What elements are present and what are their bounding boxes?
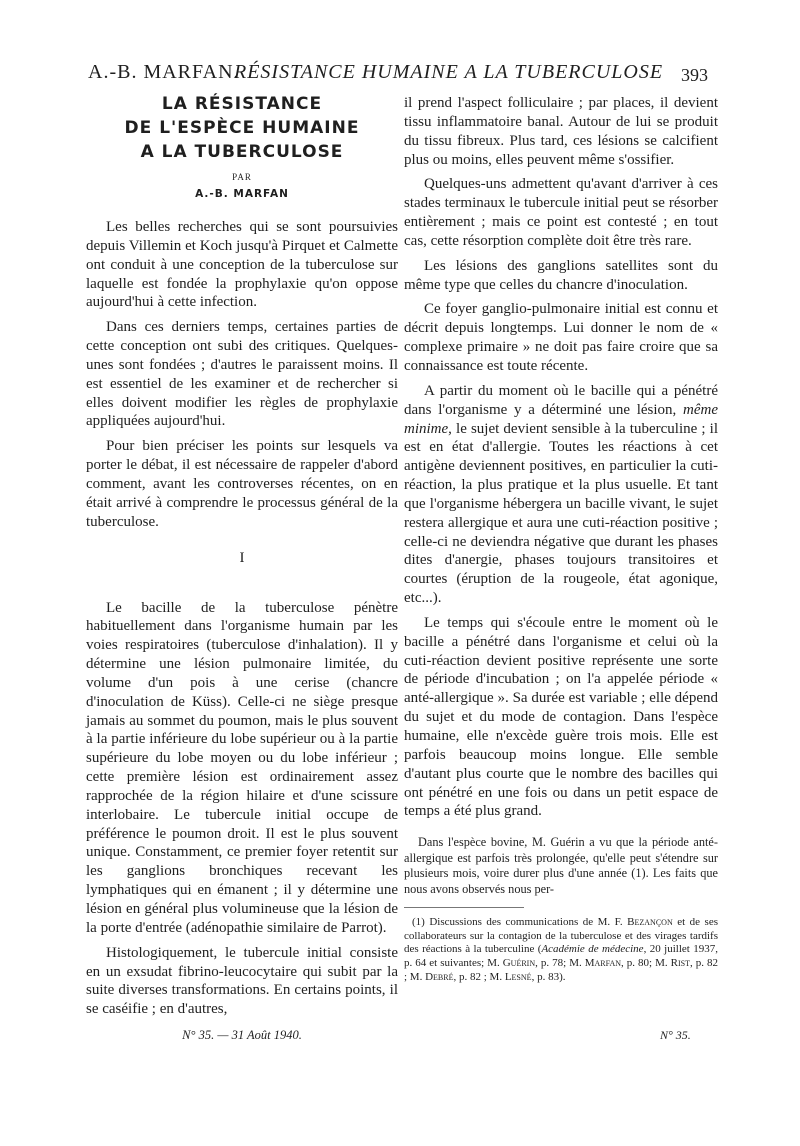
article-title-line: DE L'ESPÈCE HUMAINE <box>124 118 360 138</box>
body-paragraph: il prend l'aspect folliculaire ; par places, il devient tissu inflammatoire banal. Autour de lui se produit du tissu fibreux. Plus tard, ces lésions se calcifient plus ou moins, elles peuvent même s'ossifier. <box>404 95 718 168</box>
intro-paragraph: Dans ces derniers temps, certaines parties de cette conception ont subi des critiques. Quelques-unes sont fondées ; d'autres le paraissent moins. Il est essentiel de les examiner et de rechercher si elles doivent modifier les règles de prophylaxie appliquées aujourd'hui. <box>86 319 398 430</box>
allergy-text-before: A partir du moment où le bacille qui a pénétré dans l'organisme y a déterminé une lésion, <box>404 382 718 418</box>
byline: A.-B. MARFAN <box>195 188 289 200</box>
allergy-paragraph <box>404 382 718 608</box>
footnote-text: et de ses collaborateurs sur la contagion de la tuberculose et des virages tardifs des réactions à la tuberculine ( <box>404 916 718 956</box>
intro-paragraph: Les belles recherches qui se sont poursuivies depuis Villemin et Koch jusqu'à Pirquet et Calmette ont conduit à une conception de la tuberculose sur laquelle est fondée la prophylaxie qu'on oppose aujourd'hui à cette infection. <box>86 219 398 311</box>
allergy-emphasis: même minime <box>404 401 718 437</box>
article-title <box>86 92 398 164</box>
body-paragraph: Les lésions des ganglions satellites sont du même type que celles du chancre d'inoculation. <box>404 257 718 293</box>
intro-paragraph: Pour bien préciser les points sur lesquels va porter le débat, il est nécessaire de rappeler d'abord comment, avant les controverses récentes, on en était arrivé à comprendre le processus général de la tuberculose. <box>86 438 398 530</box>
footnote-text: (1) Discussions des communications de M. F. <box>412 916 628 929</box>
left-column <box>86 92 398 1025</box>
incubation-paragraph: Le temps qui s'écoule entre le moment où le bacille a pénétré dans l'organisme et celui où la cuti-réaction devient positive représente une sorte de période d'incubation ; on l'a appelée période « anté-allergique ». Sa durée est variable ; elle dépend du sujet et du mode de contagion. Dans l'espèce humaine, elle n'excède guère trois mois. Elle est parfois beaucoup moins longue. Elle semble d'autant plus courte que le nombre des bacilles qui ont pénétré en une fois ou dans un petit espace de temps a été plus grand. <box>404 614 718 820</box>
footnote-text: , p. 82 ; M. <box>404 957 719 983</box>
page-number: 393 <box>681 65 708 85</box>
body-paragraph: Histologiquement, le tubercule initial consiste en un exsudat fibrino-leucocytaire qui subit par la suite diverses transformations. En certains points, il se caséifie ; en d'autres, <box>86 944 398 1018</box>
running-head-title: RÉSISTANCE HUMAINE A LA TUBERCULOSE <box>234 61 664 83</box>
small-print-paragraph: Dans l'espèce bovine, M. Guérin a vu que la période anté-allergique est parfois très prolongée, qu'elle peut s'étendre sur plusieurs mois, voire durer plus d'une année (1). Les faits que nous avons observés nous per- <box>404 835 718 896</box>
running-head-author: A.-B. MARFAN. <box>88 61 240 83</box>
footnote-text: , p. 83). <box>531 970 566 983</box>
body-paragraph: Ce foyer ganglio-pulmonaire initial est connu et décrit depuis longtemps. Lui donner le nom de « complexe primaire » ne doit pas faire croire que sa connaissance est toute récente. <box>404 301 718 374</box>
footnote-author: Debré <box>425 970 454 983</box>
footnote-text: , p. 82 ; M. <box>453 970 505 983</box>
footnote-author: Bezançon <box>627 916 673 929</box>
article-title-line: A LA TUBERCULOSE <box>140 142 344 162</box>
footnote-author: Lesné <box>504 970 532 983</box>
footnote-text: , 20 juillet 1937, p. 64 et suivantes; M. <box>404 943 718 969</box>
footnote-author: Rist <box>670 957 690 969</box>
footnote-author: Marfan <box>584 957 622 969</box>
footnote-text: , p. 80; M. <box>621 957 671 969</box>
article-title-line: LA RÉSISTANCE <box>161 94 323 114</box>
footnote-text: , p. 78; M. <box>535 957 585 969</box>
right-column <box>404 94 718 984</box>
issue-number-footer: N° 35. <box>660 1028 691 1042</box>
par-label: PAR <box>232 172 252 182</box>
footnote-journal: Académie de médecine <box>541 943 644 956</box>
footnote-author: Guérin <box>502 957 536 969</box>
footnote <box>404 916 718 984</box>
footnote-rule <box>404 907 524 908</box>
section-number: I <box>239 549 245 566</box>
issue-footer: N° 35. — 31 Août 1940. <box>182 1028 302 1042</box>
body-paragraph: Quelques-uns admettent qu'avant d'arriver à ces stades terminaux le tubercule initial peut se résorber entièrement ; mais ce point est contesté ; en tout cas, cette résorption complète doit être très rare. <box>404 176 718 249</box>
body-paragraph: Le bacille de la tuberculose pénètre habituellement dans l'organisme humain par les voies respiratoires (tuberculose d'inhalation). Il y détermine une lésion pulmonaire limitée, du volume d'un pois à une cerise (chancre d'inoculation de Küss). Celle-ci ne siège presque jamais au sommet du poumon, mais le plus souvent à la partie inférieure du lobe supérieur ou à la partie supérieure du lobe moyen ou du lobe inférieur ; cette première lésion est ordinairement assez rapprochée de la région hilaire et d'une scissure interlobaire. Le tubercule initial occupe de préférence le poumon droit. Il est le plus souvent unique. Constamment, ce premier foyer retentit sur les ganglions bronchiques recevant les lymphatiques qui en émanent ; il y détermine une lésion en général plus volumineuse que la lésion de la porte d'entrée (adénopathie similaire de Parrot). <box>86 599 398 936</box>
running-head <box>88 61 708 87</box>
allergy-text-after: , le sujet devient sensible à la tuberculine ; il est en état d'allergie. Toutes les réactions à cet antigène deviennent positives, en particulier la cuti-réaction, la plus pratique et la plus usuelle. Et tant que l'organisme hébergera un bacille vivant, le sujet restera allergique et aura une cuti-réaction positive ; celle-ci ne deviendra négative que durant les phases dites d'anergie, phases toujours transitoires et courtes (éruption de la rougeole, état agonique, etc...). <box>404 420 718 607</box>
